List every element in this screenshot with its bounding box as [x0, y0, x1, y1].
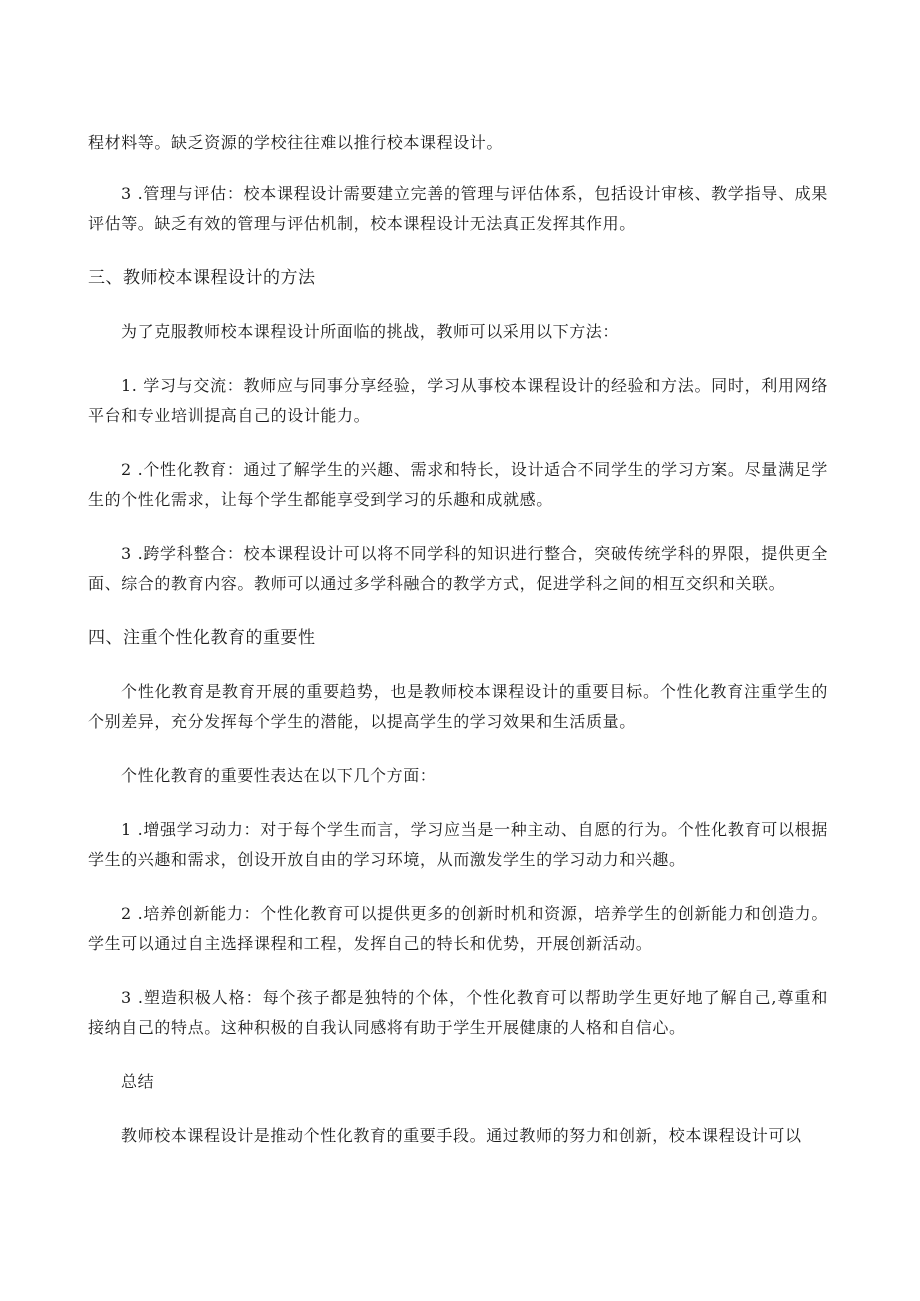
section-heading-importance: 四、注重个性化教育的重要性	[88, 628, 316, 648]
paragraph-innovation: 2 .培养创新能力：个性化教育可以提供更多的创新时机和资源，培养学生的创新能力和创造力。学生可以通过自主选择课程和工程，发挥自己的特长和优势，开展创新活动。	[88, 904, 828, 953]
paragraph-motivation: 1 .增强学习动力：对于每个学生而言，学习应当是一种主动、自愿的行为。个性化教育可以根据学生的兴趣和需求，创设开放自由的学习环境，从而激发学生的学习动力和兴趣。	[88, 820, 828, 869]
paragraph-resources-continued: 程材料等。缺乏资源的学校往往难以推行校本课程设计。	[88, 133, 504, 152]
paragraph-learning-exchange: 1. 学习与交流：教师应与同事分享经验，学习从事校本课程设计的经验和方法。同时，利用网络平台和专业培训提高自己的设计能力。	[88, 376, 828, 425]
summary-heading: 总结	[121, 1072, 155, 1091]
section-heading-methods: 三、教师校本课程设计的方法	[88, 268, 316, 288]
paragraph-personality: 3 .塑造积极人格：每个孩子都是独特的个体，个性化教育可以帮助学生更好地了解自己,尊重和接纳自己的特点。这种积极的自我认同感将有助于学生开展健康的人格和自信心。	[88, 988, 828, 1037]
paragraph-summary: 教师校本课程设计是推动个性化教育的重要手段。通过教师的努力和创新，校本课程设计可以	[121, 1126, 802, 1145]
paragraph-importance-intro: 个性化教育是教育开展的重要趋势，也是教师校本课程设计的重要目标。个性化教育注重学生的个别差异，充分发挥每个学生的潜能，以提高学生的学习效果和生活质量。	[88, 682, 828, 731]
document-body	[88, 128, 828, 1151]
paragraph-personalized-education: 2 .个性化教育：通过了解学生的兴趣、需求和特长，设计适合不同学生的学习方案。尽量满足学生的个性化需求，让每个学生都能享受到学习的乐趣和成就感。	[88, 460, 828, 509]
paragraph-management-evaluation: 3 .管理与评估：校本课程设计需要建立完善的管理与评估体系，包括设计审核、教学指导、成果评估等。缺乏有效的管理与评估机制，校本课程设计无法真正发挥其作用。	[88, 184, 828, 233]
paragraph-interdisciplinary: 3 .跨学科整合：校本课程设计可以将不同学科的知识进行整合，突破传统学科的界限，提供更全面、综合的教育内容。教师可以通过多学科融合的教学方式，促进学科之间的相互交织和关联。	[88, 544, 828, 593]
paragraph-methods-intro: 为了克服教师校本课程设计所面临的挑战，教师可以采用以下方法：	[121, 322, 620, 341]
paragraph-importance-aspects: 个性化教育的重要性表达在以下几个方面：	[121, 766, 437, 785]
